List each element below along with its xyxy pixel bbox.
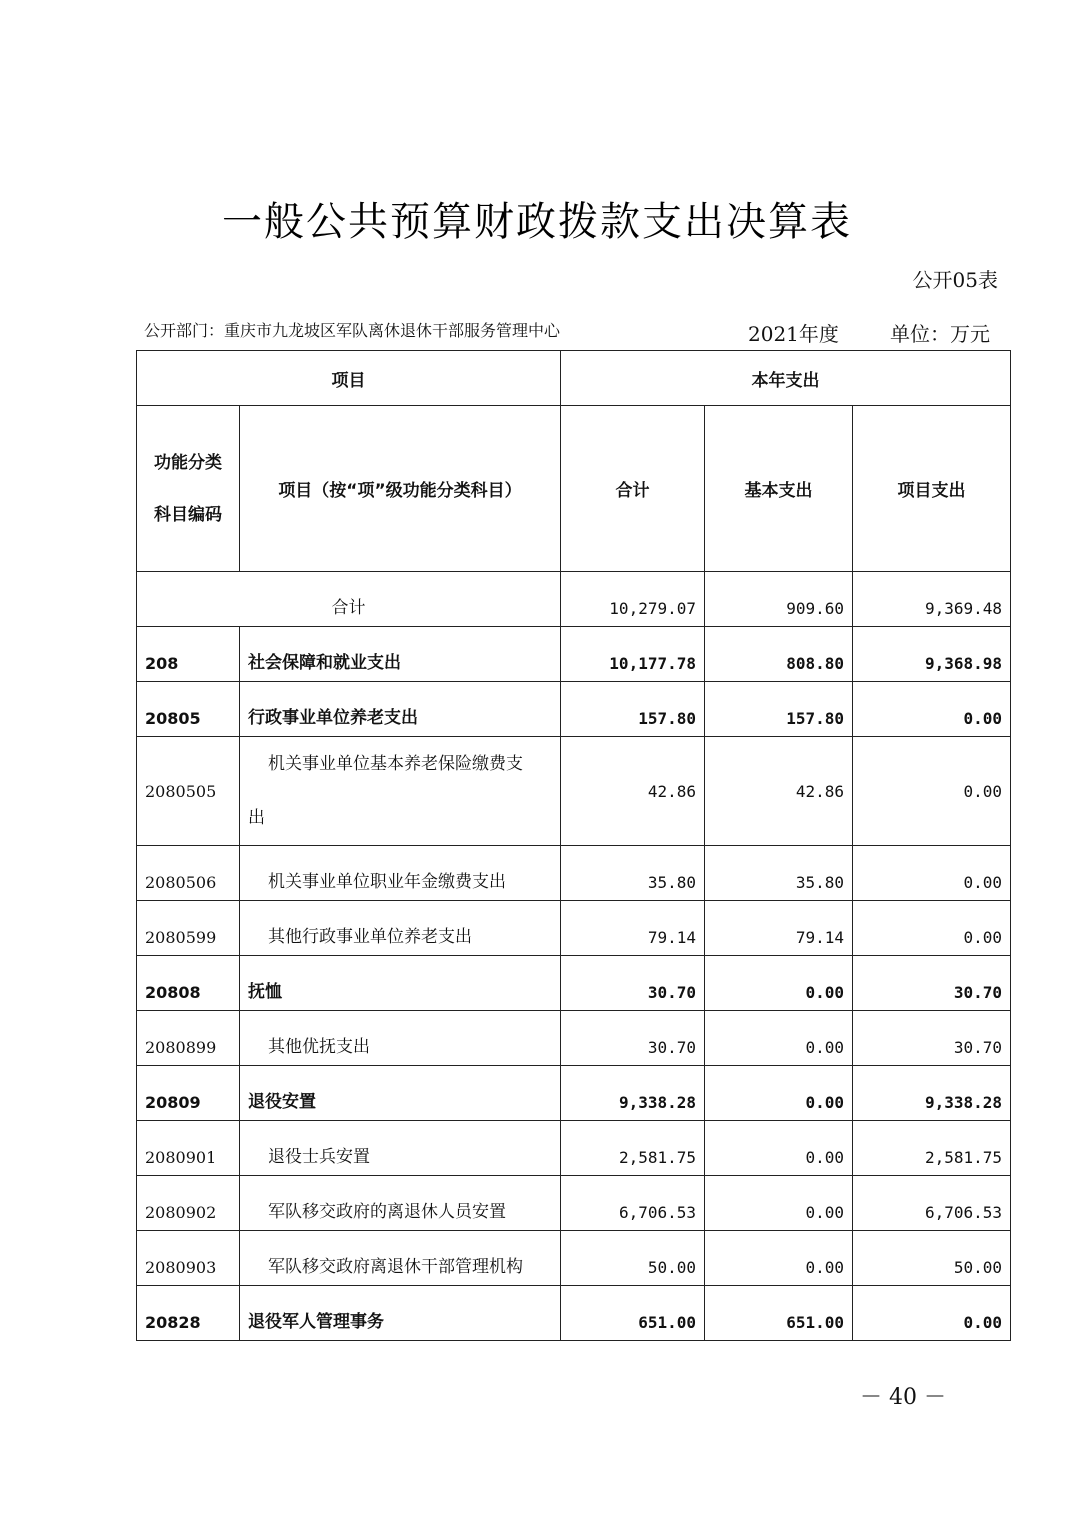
row-total: 79.14: [561, 901, 705, 956]
row-code: 20805: [137, 682, 240, 737]
row-project: 30.70: [853, 1011, 1011, 1066]
header-code: [137, 406, 240, 572]
department-label: 公开部门：重庆市九龙坡区军队离休退休干部服务管理中心: [144, 321, 561, 340]
row-code: 20808: [137, 956, 240, 1011]
row-basic: 42.86: [705, 737, 853, 846]
table-row: [137, 956, 1011, 1011]
row-total: 2,581.75: [561, 1121, 705, 1176]
row-basic: 0.00: [705, 1121, 853, 1176]
fiscal-year: 2021年度: [748, 322, 839, 346]
total-amount: 10,279.07: [561, 572, 705, 627]
expenditure-table: [136, 350, 1011, 1341]
row-basic: 0.00: [705, 1066, 853, 1121]
row-project: 2,581.75: [853, 1121, 1011, 1176]
row-total: 42.86: [561, 737, 705, 846]
row-project: 9,338.28: [853, 1066, 1011, 1121]
header-row-2: [137, 406, 1011, 572]
row-total: 651.00: [561, 1286, 705, 1341]
row-project: 0.00: [853, 846, 1011, 901]
row-project: 50.00: [853, 1231, 1011, 1286]
header-current-year: 本年支出: [561, 351, 1011, 406]
table-row: [137, 1176, 1011, 1231]
table-row: [137, 1121, 1011, 1176]
row-code: 20828: [137, 1286, 240, 1341]
header-item: 项目: [137, 351, 561, 406]
row-basic: 157.80: [705, 682, 853, 737]
table-row: [137, 846, 1011, 901]
table-row: [137, 682, 1011, 737]
row-code: 2080599: [137, 901, 240, 956]
row-code: 2080901: [137, 1121, 240, 1176]
row-basic: 808.80: [705, 627, 853, 682]
row-code: 2080902: [137, 1176, 240, 1231]
table-row: [137, 1231, 1011, 1286]
row-name-line1: 机关事业单位基本养老保险缴费支: [268, 754, 523, 774]
header-total: 合计: [561, 406, 705, 572]
unit-label: 单位：万元: [890, 322, 990, 346]
row-total: 30.70: [561, 1011, 705, 1066]
row-project: 6,706.53: [853, 1176, 1011, 1231]
row-total: 50.00: [561, 1231, 705, 1286]
row-code: 2080505: [137, 737, 240, 846]
row-project: 0.00: [853, 1286, 1011, 1341]
row-code: 20809: [137, 1066, 240, 1121]
row-basic: 35.80: [705, 846, 853, 901]
row-name-line2: 出: [248, 808, 265, 828]
row-name: 其他行政事业单位养老支出: [240, 901, 561, 956]
row-basic: 79.14: [705, 901, 853, 956]
header-project: 项目支出: [853, 406, 1011, 572]
table-row: [137, 1286, 1011, 1341]
header-row-1: [137, 351, 1011, 406]
row-code: 208: [137, 627, 240, 682]
row-name: 其他优抚支出: [240, 1011, 561, 1066]
row-name: [240, 737, 561, 846]
row-name: 退役军人管理事务: [240, 1286, 561, 1341]
row-basic: 0.00: [705, 1176, 853, 1231]
table-row: [137, 627, 1011, 682]
total-row: [137, 572, 1011, 627]
page-title: 一般公共预算财政拨款支出决算表: [222, 199, 852, 245]
row-project: 30.70: [853, 956, 1011, 1011]
header-basic: 基本支出: [705, 406, 853, 572]
row-code: 2080506: [137, 846, 240, 901]
row-project: 9,368.98: [853, 627, 1011, 682]
row-basic: 0.00: [705, 956, 853, 1011]
header-item-desc: 项目（按“项”级功能分类科目）: [240, 406, 561, 572]
row-name: 机关事业单位职业年金缴费支出: [240, 846, 561, 901]
row-name: 行政事业单位养老支出: [240, 682, 561, 737]
row-total: 157.80: [561, 682, 705, 737]
total-basic: 909.60: [705, 572, 853, 627]
total-project: 9,369.48: [853, 572, 1011, 627]
header-code-line2: 科目编码: [154, 504, 222, 525]
page-number: － 40 －: [860, 1385, 946, 1410]
row-basic: 0.00: [705, 1011, 853, 1066]
row-project: 0.00: [853, 682, 1011, 737]
row-name: 退役安置: [240, 1066, 561, 1121]
row-name: 军队移交政府的离退休人员安置: [240, 1176, 561, 1231]
row-total: 30.70: [561, 956, 705, 1011]
row-project: 0.00: [853, 737, 1011, 846]
row-name: 军队移交政府离退休干部管理机构: [240, 1231, 561, 1286]
table-row: [137, 1066, 1011, 1121]
row-basic: 0.00: [705, 1231, 853, 1286]
table-row: [137, 737, 1011, 846]
row-name: 社会保障和就业支出: [240, 627, 561, 682]
row-project: 0.00: [853, 901, 1011, 956]
row-code: 2080899: [137, 1011, 240, 1066]
header-code-line1: 功能分类: [154, 452, 222, 473]
row-total: 6,706.53: [561, 1176, 705, 1231]
row-name: 抚恤: [240, 956, 561, 1011]
form-number: 公开05表: [912, 268, 998, 292]
row-basic: 651.00: [705, 1286, 853, 1341]
total-label: 合计: [137, 572, 561, 627]
row-name: 退役士兵安置: [240, 1121, 561, 1176]
row-total: 10,177.78: [561, 627, 705, 682]
row-total: 35.80: [561, 846, 705, 901]
table-row: [137, 901, 1011, 956]
row-total: 9,338.28: [561, 1066, 705, 1121]
table-row: [137, 1011, 1011, 1066]
row-code: 2080903: [137, 1231, 240, 1286]
